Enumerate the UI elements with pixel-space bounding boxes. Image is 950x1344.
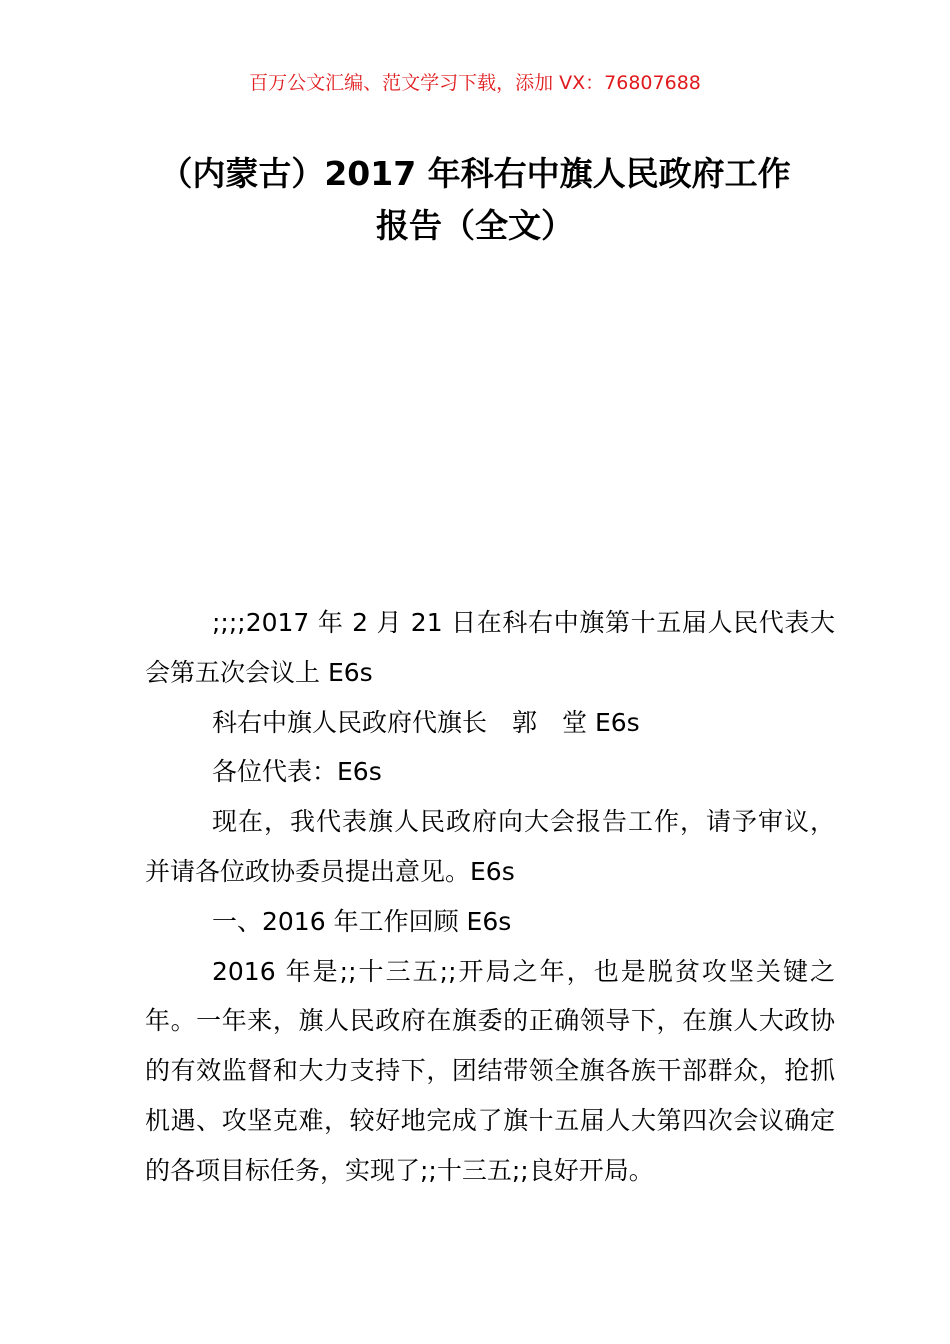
- document-title: [120, 148, 830, 252]
- paragraph-intro: 现在，我代表旗人民政府向大会报告工作，请予审议，并请各位政协委员提出意见。E6s: [145, 807, 835, 886]
- paragraph-greeting: 各位代表：E6s: [212, 757, 382, 787]
- title-line-1: （内蒙古）2017 年科右中旗人民政府工作: [159, 154, 791, 193]
- title-line-2: 报告（全文）: [376, 206, 574, 245]
- paragraph-meeting-info: ;;;;2017 年 2 月 21 日在科右中旗第十五届人民代表大会第五次会议上 E6s: [145, 608, 835, 687]
- document-body: [145, 598, 835, 1196]
- header-note: 百万公文汇编、范文学习下载，添加 VX：76807688: [249, 72, 701, 94]
- paragraph-review: 2016 年是;;十三五;;开局之年，也是脱贫攻坚关键之年。一年来，旗人民政府在旗委的正确领导下，在旗人大政协的有效监督和大力支持下，团结带领全旗各族干部群众，抢抓机遇、攻坚克难，较好地完成了旗十五届人大第四次会议确定的各项目标任务，实现了;;十三五;;良好开局。: [145, 956, 835, 1185]
- section-heading: 一、2016 年工作回顾 E6s: [212, 906, 512, 936]
- paragraph-speaker: 科右中旗人民政府代旗长 郭 堂 E6s: [212, 707, 640, 737]
